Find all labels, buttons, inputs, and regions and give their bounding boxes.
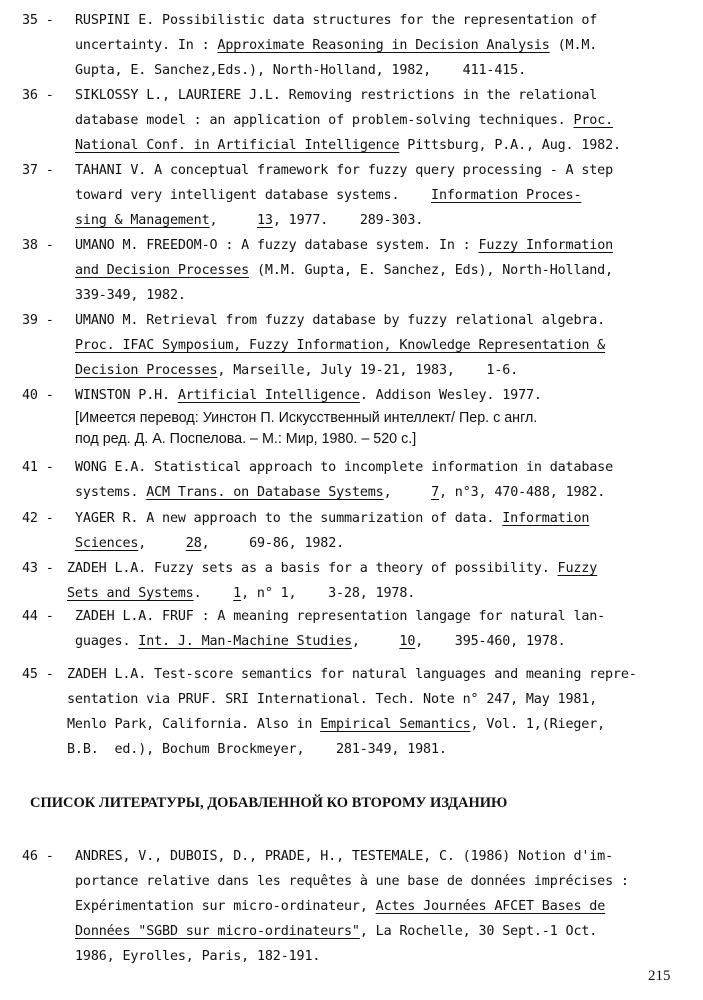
source-title: Approximate Reasoning in Decision Analysis bbox=[217, 38, 550, 53]
reference-number: 39 - bbox=[22, 313, 54, 328]
reference-text bbox=[75, 233, 613, 308]
reference-line bbox=[75, 83, 621, 108]
reference-segment: . Addison Wesley. 1977. bbox=[359, 388, 542, 403]
reference-line bbox=[75, 944, 629, 969]
source-title: Données "SGBD sur micro-ordinateurs" bbox=[75, 924, 360, 939]
reference-line bbox=[75, 333, 605, 358]
reference-segment: , bbox=[209, 213, 257, 228]
source-title: Proc. IFAC Symposium, Fuzzy Information, Knowledge Representation & bbox=[75, 338, 606, 353]
source-title: 28 bbox=[185, 536, 202, 551]
source-title: sing & Management bbox=[75, 213, 210, 228]
reference-number: 38 - bbox=[22, 238, 54, 253]
reference-segment: Menlo Park, California. Also in bbox=[67, 717, 321, 732]
reference-number: 41 - bbox=[22, 460, 54, 475]
reference-line bbox=[75, 358, 605, 383]
reference-segment: TAHANI V. A conceptual framework for fuzzy query processing - A step bbox=[75, 163, 614, 178]
source-title: Sciences bbox=[75, 536, 139, 551]
reference-segment: , La Rochelle, 30 Sept.-1 Oct. bbox=[359, 924, 598, 939]
reference-line bbox=[75, 233, 613, 258]
reference-line bbox=[75, 531, 589, 556]
reference-segment: , 1977. 289-303. bbox=[272, 213, 424, 228]
reference-text bbox=[67, 662, 637, 762]
reference-segment: (M.M. bbox=[549, 38, 598, 53]
source-title: 13 bbox=[257, 213, 273, 228]
reference-segment: , bbox=[383, 485, 432, 500]
source-title: Decision Processes bbox=[75, 363, 218, 378]
reference-segment: systems. bbox=[75, 485, 147, 500]
reference-line bbox=[67, 556, 597, 581]
reference-segment: , n°3, 470-488, 1982. bbox=[438, 485, 606, 500]
reference-text bbox=[75, 158, 613, 233]
reference-line bbox=[67, 687, 637, 712]
reference-line bbox=[75, 33, 597, 58]
reference-text bbox=[75, 83, 621, 158]
reference-text bbox=[75, 604, 605, 654]
translation-note: под ред. Д. А. Поспелова. – М.: Мир, 1980. – 520 с.] bbox=[75, 431, 417, 447]
reference-segment: , Vol. 1,(Rieger, bbox=[470, 717, 606, 732]
reference-segment: 339-349, 1982. bbox=[75, 288, 186, 303]
reference-text bbox=[75, 455, 613, 505]
reference-text bbox=[67, 556, 597, 606]
reference-segment: UMANO M. Retrieval from fuzzy database by fuzzy relational algebra. bbox=[75, 313, 606, 328]
reference-text bbox=[75, 308, 605, 383]
reference-segment: SIKLOSSY L., LAURIERE J.L. Removing restrictions in the relational bbox=[75, 88, 598, 103]
reference-line bbox=[67, 662, 637, 687]
reference-segment: , 395-460, 1978. bbox=[415, 634, 566, 649]
reference-line bbox=[75, 258, 613, 283]
source-title: 1 bbox=[233, 586, 242, 601]
reference-segment: uncertainty. In : bbox=[75, 38, 218, 53]
source-title: National Conf. in Artificial Intelligence bbox=[75, 138, 400, 153]
reference-text bbox=[75, 383, 542, 450]
reference-segment: B.B. ed.), Bochum Brockmeyer, 281-349, 1981. bbox=[67, 742, 447, 757]
reference-number: 43 - bbox=[22, 561, 54, 576]
reference-number: 36 - bbox=[22, 88, 54, 103]
reference-segment: portance relative dans les requêtes à une base de données imprécises : bbox=[75, 874, 629, 889]
reference-number: 45 - bbox=[22, 667, 54, 682]
source-title: Information bbox=[502, 511, 590, 526]
reference-line bbox=[75, 480, 613, 505]
reference-line bbox=[67, 712, 637, 737]
reference-number: 40 - bbox=[22, 388, 54, 403]
source-title: Information Proces- bbox=[431, 188, 582, 203]
reference-number: 44 - bbox=[22, 609, 54, 624]
reference-segment: , 69-86, 1982. bbox=[201, 536, 345, 551]
source-title: Artificial Intelligence bbox=[177, 388, 360, 403]
reference-segment: , Marseille, July 19-21, 1983, 1-6. bbox=[217, 363, 519, 378]
reference-segment: . bbox=[193, 586, 234, 601]
reference-segment: ANDRES, V., DUBOIS, D., PRADE, H., TESTEMALE, C. (1986) Notion d'im- bbox=[75, 849, 614, 864]
reference-line bbox=[75, 8, 597, 33]
reference-number: 37 - bbox=[22, 163, 54, 178]
reference-segment: , bbox=[138, 536, 186, 551]
reference-segment: database model : an application of problem-solving techniques. bbox=[75, 113, 574, 128]
reference-segment: UMANO M. FREEDOM-O : A fuzzy database system. In : bbox=[75, 238, 479, 253]
reference-line bbox=[75, 133, 621, 158]
source-title: and Decision Processes bbox=[75, 263, 250, 278]
source-title: 7 bbox=[431, 485, 439, 500]
reference-line bbox=[75, 283, 613, 308]
reference-line bbox=[67, 737, 637, 762]
reference-segment: RUSPINI E. Possibilistic data structures for the representation of bbox=[75, 13, 598, 28]
reference-line bbox=[75, 308, 605, 333]
source-title: Proc. bbox=[573, 113, 614, 128]
reference-segment: Gupta, E. Sanchez,Eds.), North-Holland, 1982, 411-415. bbox=[75, 63, 526, 78]
reference-line bbox=[75, 894, 629, 919]
source-title: Actes Journées AFCET Bases de bbox=[375, 899, 606, 914]
reference-segment: 1986, Eyrolles, Paris, 182-191. bbox=[75, 949, 321, 964]
reference-line bbox=[75, 383, 542, 408]
reference-segment: ZADEH L.A. Fuzzy sets as a basis for a theory of possibility. bbox=[67, 561, 558, 576]
page-number: 215 bbox=[648, 968, 671, 984]
reference-segment: , n° 1, 3-28, 1978. bbox=[241, 586, 416, 601]
section-heading: СПИСОК ЛИТЕРАТУРЫ, ДОБАВЛЕННОЙ КО ВТОРОМУ ИЗДАНИЮ bbox=[30, 795, 508, 811]
reference-line bbox=[75, 183, 613, 208]
reference-segment: guages. bbox=[75, 634, 139, 649]
reference-line bbox=[75, 919, 629, 944]
reference-line bbox=[75, 108, 621, 133]
reference-segment: ZADEH L.A. Test-score semantics for natural languages and meaning repre- bbox=[67, 667, 637, 682]
reference-text bbox=[75, 506, 589, 556]
reference-line bbox=[75, 506, 589, 531]
reference-line bbox=[75, 869, 629, 894]
reference-line bbox=[75, 604, 605, 629]
reference-segment: YAGER R. A new approach to the summarization of data. bbox=[75, 511, 503, 526]
source-title: Int. J. Man-Machine Studies bbox=[138, 634, 352, 649]
reference-segment: WINSTON P.H. bbox=[75, 388, 178, 403]
source-title: Fuzzy bbox=[557, 561, 598, 576]
translation-note: [Имеется перевод: Уинстон П. Искусственный интеллект/ Пер. с англ. bbox=[75, 410, 538, 426]
source-title: Fuzzy Information bbox=[478, 238, 614, 253]
reference-number: 46 - bbox=[22, 849, 54, 864]
source-title: ACM Trans. on Database Systems bbox=[146, 485, 384, 500]
reference-text bbox=[75, 8, 597, 83]
reference-number: 35 - bbox=[22, 13, 54, 28]
source-title: Empirical Semantics bbox=[320, 717, 471, 732]
reference-segment: Pittsburg, P.A., Aug. 1982. bbox=[399, 138, 621, 153]
reference-line bbox=[75, 629, 605, 654]
reference-number: 42 - bbox=[22, 511, 54, 526]
reference-segment: toward very intelligent database systems. bbox=[75, 188, 432, 203]
source-title: Sets and Systems bbox=[67, 586, 194, 601]
reference-segment: sentation via PRUF. SRI International. Tech. Note n° 247, May 1981, bbox=[67, 692, 598, 707]
reference-segment: ZADEH L.A. FRUF : A meaning representation langage for natural lan- bbox=[75, 609, 606, 624]
reference-line bbox=[75, 208, 613, 233]
reference-segment: Expérimentation sur micro-ordinateur, bbox=[75, 899, 376, 914]
reference-line bbox=[75, 58, 597, 83]
reference-line bbox=[75, 455, 613, 480]
reference-segment: WONG E.A. Statistical approach to incomplete information in database bbox=[75, 460, 614, 475]
source-title: 10 bbox=[399, 634, 416, 649]
reference-line bbox=[75, 844, 629, 869]
reference-segment: (M.M. Gupta, E. Sanchez, Eds), North-Holland, bbox=[249, 263, 614, 278]
reference-line bbox=[75, 158, 613, 183]
reference-line bbox=[67, 581, 597, 606]
reference-text bbox=[75, 844, 629, 969]
reference-segment: , bbox=[351, 634, 400, 649]
